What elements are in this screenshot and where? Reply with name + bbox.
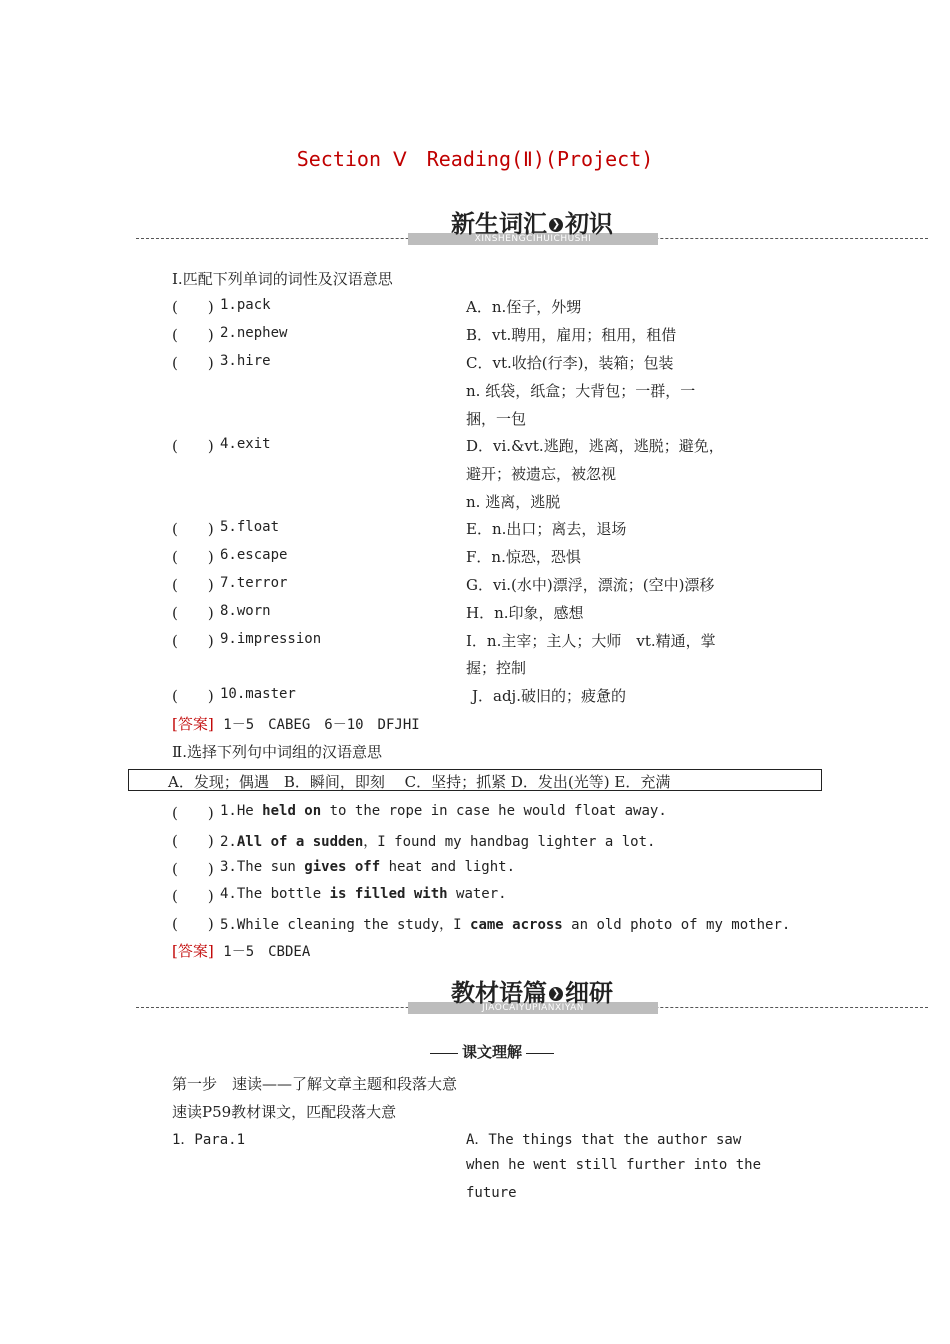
answer-blank[interactable]: ( ) bbox=[172, 915, 214, 933]
section-heading-emphasis: 初识 bbox=[565, 210, 613, 238]
sentence-item bbox=[220, 886, 507, 902]
sentence-item bbox=[220, 803, 667, 819]
answer-blank[interactable]: ( ) bbox=[172, 687, 214, 705]
sentence-item bbox=[220, 831, 655, 851]
answer-blank[interactable]: ( ) bbox=[172, 887, 214, 905]
options-text: A．发现；偶遇 B．瞬间，即刻 C．坚持；抓紧 D．发出(光等) E．充满 bbox=[168, 773, 671, 791]
paragraph-meaning: future bbox=[466, 1185, 517, 1201]
word-item: 6.escape bbox=[220, 547, 288, 563]
sentence-text: ，I found my handbag lighter a lot. bbox=[363, 834, 656, 850]
sentence-item bbox=[220, 914, 790, 934]
meaning-item: 捆，一包 bbox=[466, 410, 527, 428]
sentence-phrase: is filled with bbox=[329, 886, 448, 902]
sentence-phrase: came across bbox=[470, 917, 563, 933]
arrow-right-icon: ❯ bbox=[549, 987, 563, 1001]
sentence-item bbox=[220, 859, 515, 875]
part2-instruction: Ⅱ.选择下列句中词组的汉语意思 bbox=[172, 743, 382, 761]
answer-blank[interactable]: ( ) bbox=[172, 576, 214, 594]
paragraph-meaning: when he went still further into the bbox=[466, 1157, 762, 1173]
word-item: 7.terror bbox=[220, 575, 288, 591]
section-header-text-study bbox=[136, 975, 928, 1015]
section-subtitle-band: JIAOCAIYUPIANXIYAN bbox=[408, 1002, 658, 1014]
meaning-item: A．n.侄子，外甥 bbox=[466, 298, 582, 316]
answer-blank[interactable]: ( ) bbox=[172, 437, 214, 455]
answer-blank[interactable]: ( ) bbox=[172, 298, 214, 316]
sentence-phrase: gives off bbox=[304, 859, 381, 875]
answer-value: 1－5 CABEG 6－10 DFJHI bbox=[223, 717, 420, 733]
step1-instruction: 速读P59教材课文，匹配段落大意 bbox=[172, 1103, 397, 1121]
answer-blank[interactable]: ( ) bbox=[172, 354, 214, 372]
sentence-text: water. bbox=[447, 886, 507, 902]
sentence-phrase: All of a sudden bbox=[236, 834, 364, 850]
word-item: 3.hire bbox=[220, 353, 271, 369]
meaning-item: G．vi.(水中)漂浮，漂流；(空中)漂移 bbox=[466, 576, 715, 594]
word-item: 2.nephew bbox=[220, 325, 288, 341]
word-item: 10.master bbox=[220, 686, 296, 702]
meaning-item: C．vt.收拾(行李)，装箱；包装 bbox=[466, 354, 674, 372]
answer-blank[interactable]: ( ) bbox=[172, 832, 214, 850]
sentence-text: an old photo of my mother. bbox=[562, 917, 791, 933]
answer-label: [答案] bbox=[172, 942, 214, 960]
word-item: 4.exit bbox=[220, 436, 271, 452]
sentence-text: to the rope in case he would float away. bbox=[321, 803, 667, 819]
subsection-header bbox=[430, 1041, 554, 1063]
arrow-right-icon: ❯ bbox=[549, 218, 563, 232]
part1-instruction: Ⅰ.匹配下列单词的词性及汉语意思 bbox=[172, 270, 393, 288]
paragraph-item: 1．Para.1 bbox=[172, 1132, 246, 1148]
answer-blank[interactable]: ( ) bbox=[172, 604, 214, 622]
section-heading-text: 教材语篇 bbox=[451, 979, 547, 1007]
paragraph-meaning: A．The things that the author saw bbox=[466, 1132, 742, 1148]
meaning-item: B．vt.聘用，雇用；租用，租借 bbox=[466, 326, 677, 344]
meaning-item: H．n.印象，感想 bbox=[466, 604, 584, 622]
sentence-number: 4. bbox=[220, 886, 237, 902]
sentence-text: The sun bbox=[236, 859, 305, 875]
sentence-number: 1. bbox=[220, 803, 237, 819]
answer-blank[interactable]: ( ) bbox=[172, 520, 214, 538]
meaning-item: n. 逃离，逃脱 bbox=[466, 493, 561, 511]
meaning-item: 握；控制 bbox=[466, 659, 527, 677]
answer-blank[interactable]: ( ) bbox=[172, 326, 214, 344]
part1-answer bbox=[172, 713, 420, 734]
sentence-text: The bottle bbox=[236, 886, 330, 902]
sentence-text: heat and light. bbox=[380, 859, 516, 875]
sentence-number: 3. bbox=[220, 859, 237, 875]
meaning-item: I．n.主宰；主人；大师 vt.精通，掌 bbox=[466, 632, 716, 650]
section-heading-emphasis: 细研 bbox=[565, 979, 613, 1007]
step1-heading: 第一步 速读——了解文章主题和段落大意 bbox=[172, 1075, 458, 1093]
sentence-number: 2. bbox=[220, 834, 237, 850]
answer-blank[interactable]: ( ) bbox=[172, 548, 214, 566]
part2-answer bbox=[172, 940, 310, 961]
word-item: 1.pack bbox=[220, 297, 271, 313]
section-header-vocabulary bbox=[136, 206, 928, 246]
word-item: 8.worn bbox=[220, 603, 271, 619]
sentence-number: 5. bbox=[220, 917, 237, 933]
meaning-item: E．n.出口；离去，退场 bbox=[466, 520, 627, 538]
answer-blank[interactable]: ( ) bbox=[172, 860, 214, 878]
meaning-item: 避开；被遗忘，被忽视 bbox=[466, 465, 617, 483]
meaning-item: D．vi.&vt.逃跑，逃离，逃脱；避免， bbox=[466, 437, 724, 455]
section-heading bbox=[136, 204, 928, 239]
meaning-item: J．adj.破旧的；疲惫的 bbox=[472, 687, 626, 705]
section-subtitle-band: XINSHENGCIHUICHUSHI bbox=[408, 233, 658, 245]
answer-value: 1－5 CBDEA bbox=[223, 944, 311, 960]
meaning-item: n. 纸袋，纸盒；大背包；一群，一 bbox=[466, 382, 696, 400]
word-item: 9.impression bbox=[220, 631, 322, 647]
page-title: Section Ⅴ Reading(Ⅱ)(Project) bbox=[296, 147, 654, 171]
answer-blank[interactable]: ( ) bbox=[172, 632, 214, 650]
word-item: 5.float bbox=[220, 519, 280, 535]
section-heading-text: 新生词汇 bbox=[451, 210, 547, 238]
sentence-text: While cleaning the study，I bbox=[236, 917, 471, 933]
meaning-item: F．n.惊恐，恐惧 bbox=[466, 548, 581, 566]
section-heading bbox=[136, 973, 928, 1008]
answer-label: [答案] bbox=[172, 715, 214, 733]
sentence-text: He bbox=[236, 803, 263, 819]
subsection-label: 课文理解 bbox=[458, 1041, 526, 1062]
answer-blank[interactable]: ( ) bbox=[172, 804, 214, 822]
sentence-phrase: held on bbox=[262, 803, 322, 819]
